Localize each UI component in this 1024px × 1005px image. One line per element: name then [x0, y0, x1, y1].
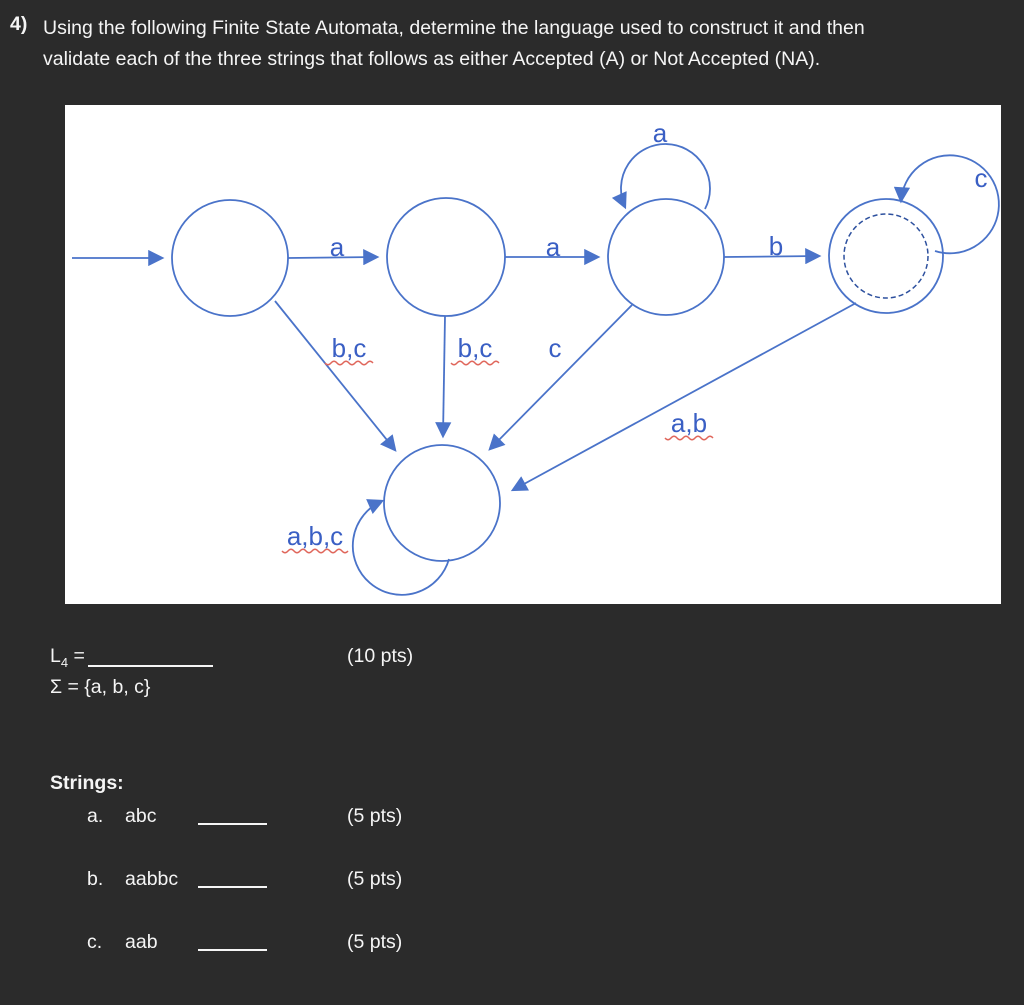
- strings-heading: Strings:: [50, 772, 124, 794]
- edge-s1-trap: [275, 301, 395, 450]
- edge-label-s1-trap: b,c: [331, 333, 367, 363]
- l4-answer-blank: [88, 648, 213, 667]
- edge-trap-self-loop: [353, 501, 449, 595]
- edge-s4-trap: [513, 303, 856, 490]
- question-number: 4): [10, 13, 28, 35]
- sigma-alphabet: Σ = {a, b, c}: [50, 676, 151, 698]
- edge-label-s4-self: c: [974, 163, 988, 193]
- state-3: [608, 199, 724, 315]
- question-text-line1: Using the following Finite State Automata, determine the language used to construct it and then: [43, 17, 865, 39]
- string-points: (5 pts): [347, 805, 403, 827]
- edge-label-trap-self: a,b,c: [286, 521, 344, 551]
- l4-equals: =: [73, 645, 85, 667]
- edge-label-s3-s4: b: [768, 231, 784, 261]
- edge-label-s2-s3: a: [545, 232, 561, 262]
- string-letter: a.: [87, 805, 104, 827]
- edge-label-s1-s2: a: [329, 232, 345, 262]
- trap-state: [384, 445, 500, 561]
- edge-label-s3-trap: c: [548, 333, 562, 363]
- string-answer-blank: [198, 805, 267, 825]
- edge-s3-trap: [490, 305, 632, 449]
- question-text: [43, 13, 963, 75]
- string-row-c: [0, 931, 1024, 955]
- question-text-line2: validate each of the three strings that follows as either Accepted (A) or Not Accepted (NA).: [43, 48, 821, 70]
- string-row-b: [0, 868, 1024, 892]
- edge-label-s2-trap: b,c: [457, 333, 493, 363]
- state-4-accepting-outer: [829, 199, 943, 313]
- string-value: aabbc: [125, 868, 179, 890]
- edge-s2-trap: [443, 316, 445, 436]
- string-points: (5 pts): [347, 868, 403, 890]
- string-points: (5 pts): [347, 931, 403, 953]
- string-value: abc: [125, 805, 157, 827]
- string-letter: c.: [87, 931, 103, 953]
- state-4-accepting-inner: [844, 214, 928, 298]
- squiggle-trap-self: [282, 549, 348, 553]
- string-answer-blank: [198, 868, 267, 888]
- fsa-diagram: [65, 105, 1001, 604]
- state-1-start: [172, 200, 288, 316]
- edge-label-s4-trap: a,b: [670, 408, 708, 438]
- fsa-diagram-panel: [65, 105, 1001, 604]
- l4-label: $L_4$ =: [50, 645, 85, 670]
- l4-points: (10 pts): [347, 645, 414, 667]
- string-answer-blank: [198, 931, 267, 951]
- string-value: aab: [125, 931, 158, 953]
- string-row-a: [0, 805, 1024, 829]
- l4-subscript: 4: [60, 654, 69, 670]
- edge-label-s3-self: a: [652, 118, 668, 148]
- string-letter: b.: [87, 868, 104, 890]
- state-2: [387, 198, 505, 316]
